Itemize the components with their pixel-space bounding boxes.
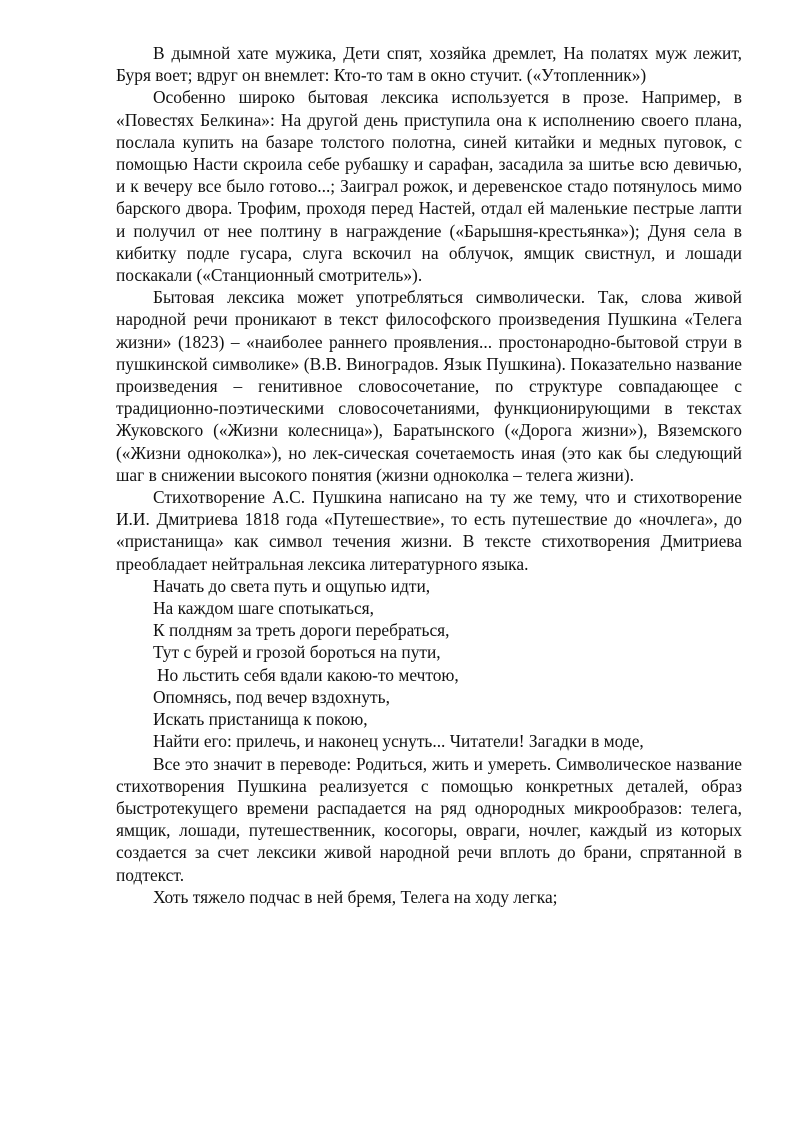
paragraph-telega-quote: Хоть тяжело подчас в ней бремя, Телега на ходу легка;: [153, 886, 558, 907]
verse-line: На каждом шаге спотыкаться,: [153, 598, 375, 619]
verse-line: Но льстить себя вдали какою-то мечтою,: [157, 664, 459, 685]
paragraph-symbolic-usage: Бытовая лексика может употребляться символически. Так, слова живой народной речи проникают в текст философского произведения Пушкина «Телега жизни» (1823) – «наиболее раннего проявления... простонародно-бытовой струи в пушкинской символике» (В.В. Виноградов. Язык Пушкина). Показательно название произведения – генитивное словосочетание, по структуре совпадающее с традиционно-поэтическими словосочетаниями, функционирующими в текстах Жуковского («Жизни колесница»), Баратынского («Дорога жизни»), Вяземского («Жизни одноколка»), но лек-сическая сочетаемость иная (это как бы следующий шаг в снижении высокого понятия (жизни одноколка – телега жизни).: [116, 287, 742, 485]
verse-line: Тут с бурей и грозой бороться на пути,: [153, 642, 441, 663]
document-page: [116, 42, 742, 908]
verse-line: Найти его: прилечь, и наконец уснуть... Читатели! Загадки в моде,: [153, 731, 644, 752]
paragraph-symbolic-title-analysis: Все это значит в переводе: Родиться, жить и умереть. Символическое название стихотворения Пушкина реализуется с помощью конкретных деталей, образ быстротекущего времени распадается на ряд однородных микрообразов: телега, ямщик, лошади, путешественник, косогоры, овраги, ночлег, каждый из которых создается за счет лексики живой народной речи вплоть до брани, спрятанной в подтекст.: [116, 753, 742, 885]
verse-line: Опомнясь, под вечер вздохнуть,: [153, 686, 390, 707]
paragraph-utoplennik-quote: В дымной хате мужика, Дети спят, хозяйка дремлет, На полатях муж лежит, Буря воет; вдруг он внемлет: Кто-то там в окно стучит. («Утопленник»): [116, 43, 742, 86]
verse-line: Искать пристанища к покою,: [153, 709, 368, 730]
paragraph-povesti-belkina: Особенно широко бытовая лексика используется в прозе. Например, в «Повестях Белкина»: На другой день приступила она к исполнению своего плана, послала купить на базаре толстого полотна, синей китайки и медных пуговок, с помощью Насти скроила себе рубашку и сарафан, засадила за шитье всю девичью, и к вечеру все было готово...; Заиграл рожок, и деревенское стадо потянулось мимо барского двора. Трофим, проходя перед Настей, отдал ей маленькие пестрые лапти и получил от нее полтину в награждение («Барышня-крестьянка»); Дуня села в кибитку подле гусара, слуга вскочил на облучок, ямщик свистнул, и лошади поскакали («Станционный смотритель»).: [116, 87, 742, 286]
verse-quote-puteshestvie: [116, 575, 742, 753]
paragraph-dmitriev-comparison: Стихотворение А.С. Пушкина написано на ту же тему, что и стихотворение И.И. Дмитриева 1818 года «Путешествие», то есть путешествие до «ночлега», до «пристанища» как символ течения жизни. В тексте стихотворения Дмитриева преобладает нейтральная лексика литературного языка.: [116, 487, 742, 574]
verse-line: К полдням за треть дороги перебраться,: [153, 620, 450, 641]
verse-line: Начать до света путь и ощупью идти,: [153, 575, 431, 596]
